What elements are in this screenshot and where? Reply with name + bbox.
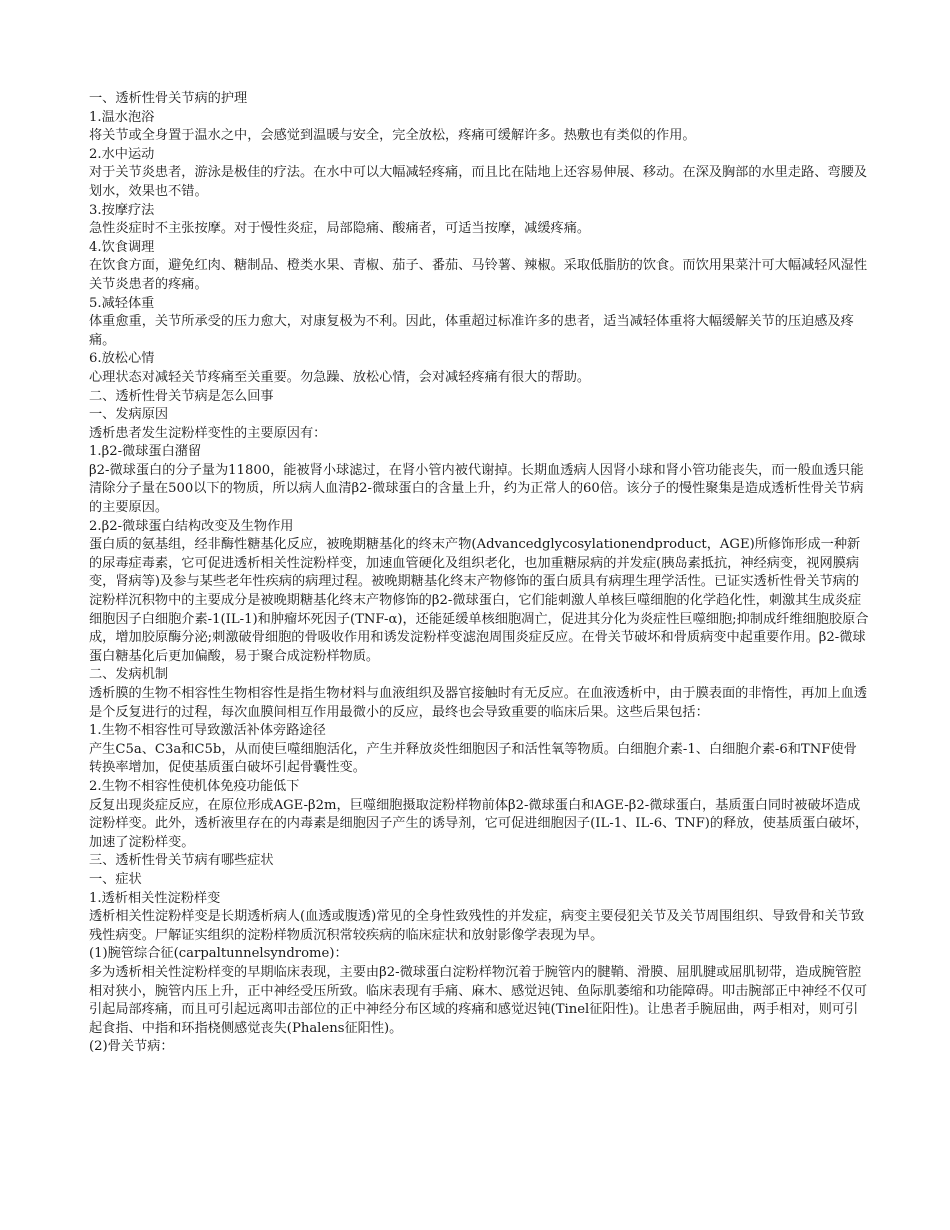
subheading-massage: 3.按摩疗法 — [89, 202, 155, 218]
paragraph-retention: β2-微球蛋白的分子量为11800，能被肾小球滤过，在肾小管内被代谢掉。长期血透病人因肾小球和肾小管功能丧失，而一般血透只能清除分子量在500以下的物质，所以病人血清β2-微球蛋白的含量上升，约为正常人的60倍。该分子的慢性聚集是造成透析性骨关节病的主要原因。 — [89, 462, 864, 516]
subheading-water-exercise: 2.水中运动 — [89, 146, 155, 162]
section-heading-what-is: 二、透析性骨关节病是怎么回事 — [89, 388, 274, 404]
paragraph-diet: 在饮食方面，避免红肉、糖制品、橙类水果、青椒、茄子、番茄、马铃薯、辣椒。采取低脂肪的饮食。而饮用果菜汁可大幅减轻风湿性关节炎患者的疼痛。 — [89, 258, 868, 292]
paragraph-massage: 急性炎症时不主张按摩。对于慢性炎症，局部隐痛、酸痛者，可适当按摩，减缓疼痛。 — [89, 221, 591, 237]
section-heading-symptoms: 三、透析性骨关节病有哪些症状 — [89, 853, 274, 869]
paragraph-water-exercise: 对于关节炎患者，游泳是极佳的疗法。在水中可以大幅减轻疼痛，而且比在陆地上还容易伸展、移动。在深及胸部的水里走路、弯腰及划水，效果也不错。 — [89, 165, 868, 199]
paragraph-structure: 蛋白质的氨基组，经非酶性糖基化反应，被晚期糖基化的终末产物(Advancedglycosylationendproduct，AGE)所修饰形成一种新的尿毒症毒素，它可促进透析相关性淀粉样变，加速血管硬化及组织老化，也加重糖尿病的并发症(胰岛素抵抗，神经病变，视网膜病变，肾病等)及参与某些老年性疾病的病理过程。被晚期糖基化终末产物修饰的蛋白质具有病理生理学活性。已证实透析性骨关节病的淀粉样沉积物中的主要成分是被晚期糖基化终末产物修饰的β2-微球蛋白，它们能刺激人单核巨噬细胞的化学趋化性，刺激其生成炎症细胞因子白细胞介素-1(IL-1)和肿瘤坏死因子(TNF-α)，还能延缓单核细胞凋亡，促进其分化为炎症性巨噬细胞;抑制成纤维细胞胶原合成，增加胶原酶分泌;刺激破骨细胞的骨吸收作用和诱发淀粉样变滤泡周围炎症反应。在骨关节破坏和骨质病变中起重要作用。β2-微球蛋白糖基化后更加偏酸，易于聚合成淀粉样物质。 — [89, 537, 869, 664]
subheading-weight: 5.减轻体重 — [89, 295, 155, 311]
paragraph-causes-intro: 透析患者发生淀粉样变性的主要原因有： — [89, 425, 327, 441]
subheading-complement: 1.生物不相容性可导致激活补体旁路途径 — [89, 723, 326, 739]
paragraph-complement: 产生C5a、C3a和C5b，从而使巨噬细胞活化，产生并释放炎性细胞因子和活性氧等物质。白细胞介素-1、白细胞介素-6和TNF使骨转换率增加，促使基质蛋白破坏引起骨囊性变。 — [89, 741, 857, 776]
subheading-symptoms: 一、症状 — [89, 871, 142, 887]
section-heading-nursing: 一、透析性骨关节病的护理 — [89, 91, 248, 106]
subheading-warm-bath: 1.温水泡浴 — [89, 109, 155, 125]
subheading-carpal-tunnel: (1)腕管综合征(carpaltunnelsyndrome)： — [89, 946, 348, 962]
paragraph-amyloidosis: 透析相关性淀粉样变是长期透析病人(血透或腹透)常见的全身性致残性的并发症，病变主要侵犯关节及关节周围组织、导致骨和关节致残性病变。尸解证实组织的淀粉样物质沉积常较疾病的临床症状和放射影像学表现为早。 — [89, 909, 865, 943]
subheading-mechanism: 二、发病机制 — [89, 667, 169, 683]
subheading-amyloidosis: 1.透析相关性淀粉样变 — [89, 890, 221, 906]
subheading-retention: 1.β2-微球蛋白潴留 — [89, 444, 202, 460]
subheading-relax: 6.放松心情 — [89, 351, 155, 367]
paragraph-relax: 心理状态对减轻关节疼痛至关重要。勿急躁、放松心情，会对减轻疼痛有很大的帮助。 — [89, 369, 591, 385]
paragraph-carpal-tunnel: 多为透析相关性淀粉样变的早期临床表现，主要由β2-微球蛋白淀粉样物沉着于腕管内的腱鞘、滑膜、屈肌腱或屈肌韧带，造成腕管腔相对狭小，腕管内压上升，正中神经受压所致。临床表现有手痛、麻木、感觉迟钝、鱼际肌萎缩和功能障碍。叩击腕部正中神经不仅可引起局部疼痛，而且可引起远离叩击部位的正中神经分布区域的疼痛和感觉迟钝(Tinel征阳性)。让患者手腕屈曲，两手相对，则可引起食指、中指和环指桡侧感觉丧失(Phalens征阳性)。 — [89, 964, 868, 1036]
subheading-diet: 4.饮食调理 — [89, 239, 155, 255]
subheading-causes: 一、发病原因 — [89, 407, 169, 423]
paragraph-mechanism: 透析膜的生物不相容性生物相容性是指生物材料与血液组织及器官接触时有无反应。在血液透析中，由于膜表面的非惰性，再加上血透是个反复进行的过程，每次血膜间相互作用最微小的反应，最终也会导致重要的临床后果。这些后果包括： — [89, 686, 868, 720]
paragraph-immune: 反复出现炎症反应，在原位形成AGE-β2m，巨噬细胞摄取淀粉样物前体β2-微球蛋白和AGE-β2-微球蛋白，基质蛋白同时被破坏造成淀粉样变。此外，透析液里存在的内毒素是细胞因子产生的诱导剂，它可促进细胞因子(IL-1、IL-6、TNF)的释放，使基质蛋白破坏，加速了淀粉样变。 — [89, 797, 869, 850]
subheading-immune: 2.生物不相容性使机体免疫功能低下 — [89, 778, 300, 794]
subheading-osteoarthropathy: (2)骨关节病： — [89, 1039, 174, 1055]
subheading-structure: 2.β2-微球蛋白结构改变及生物作用 — [89, 518, 294, 534]
paragraph-warm-bath: 将关节或全身置于温水之中，会感觉到温暖与安全，完全放松，疼痛可缓解许多。热敷也有类似的作用。 — [89, 128, 696, 144]
document-body — [89, 90, 869, 1057]
paragraph-weight: 体重愈重，关节所承受的压力愈大，对康复极为不利。因此，体重超过标准许多的患者，适当减轻体重将大幅缓解关节的压迫感及疼痛。 — [89, 314, 854, 348]
